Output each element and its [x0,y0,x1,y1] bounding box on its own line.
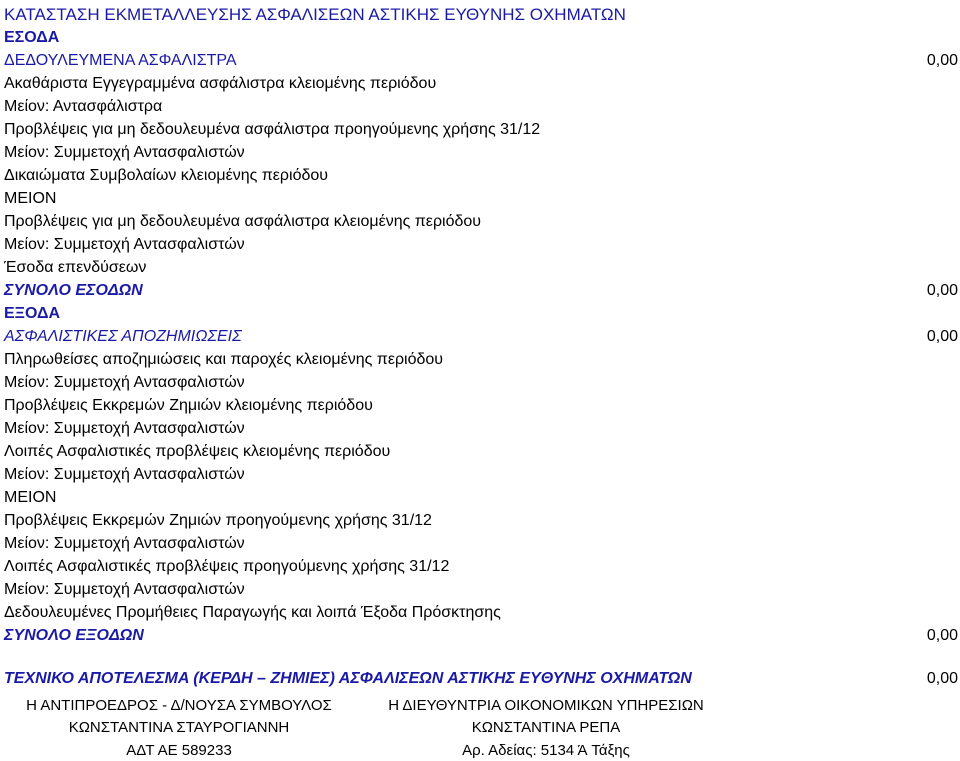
expense-line-label: Μείον: Συμμετοχή Αντασφαλιστών [4,374,245,391]
expense-line-label: ΜΕΙΟΝ [4,489,57,506]
revenue-line-label: Μείον: Συμμετοχή Αντασφαλιστών [4,144,245,161]
claims-row [4,325,958,348]
expense-line-label: Μείον: Συμμετοχή Αντασφαλιστών [4,535,245,552]
expense-line [4,578,958,601]
signatory-name: ΚΩΝΣΤΑΝΤΙΝΑ ΣΤΑΥΡΟΓΙΑΝΝΗ [68,719,290,736]
document-title-row [4,3,958,26]
revenue-line [4,141,958,164]
expense-line [4,601,958,624]
expenses-heading-row [4,302,958,325]
expense-line-label: Μείον: Συμμετοχή Αντασφαλιστών [4,420,245,437]
revenue-line-label: Ακαθάριστα Εγγεγραμμένα ασφάλιστρα κλειομένης περιόδου [4,75,437,92]
signatory-role: Η ΑΝΤΙΠΡΟΕΔΡΟΣ - Δ/ΝΟΥΣΑ ΣΥΜΒΟΥΛΟΣ [26,697,332,714]
expense-line [4,555,958,578]
expense-line-label: Μείον: Συμμετοχή Αντασφαλιστών [4,466,245,483]
claims-label: ΑΣΦΑΛΙΣΤΙΚΕΣ ΑΠΟΖΗΜΙΩΣΕΙΣ [4,328,242,345]
expenses-total-row [4,624,958,647]
revenue-line [4,164,958,187]
expense-line [4,348,958,371]
expense-line-label: Προβλέψεις Εκκρεμών Ζημιών κλειομένης περιόδου [4,397,373,414]
signature-block-left [4,696,354,761]
revenue-line-label: ΜΕΙΟΝ [4,190,57,207]
document-title: ΚΑΤΑΣΤΑΣΗ ΕΚΜΕΤΑΛΛΕΥΣΗΣ ΑΣΦΑΛΙΣΕΩΝ ΑΣΤΙΚΗΣ ΕΥΘΥΝΗΣ ΟΧΗΜΑΤΩΝ [4,5,626,24]
expense-line [4,532,958,555]
claims-value: 0,00 [926,328,958,345]
signatory-id: ΑΔΤ ΑΕ 589233 [126,742,232,759]
earned-premiums-value: 0,00 [926,52,958,69]
expense-line-label: Δεδουλευμένες Προμήθειες Παραγωγής και λοιπά Έξοδα Πρόσκτησης [4,604,501,621]
technical-result-value: 0,00 [926,670,958,687]
expense-line-label: Προβλέψεις Εκκρεμών Ζημιών προηγούμενης χρήσης 31/12 [4,512,432,529]
revenue-line-label: Μείον: Αντασφάλιστρα [4,98,163,115]
revenue-total-label: ΣΥΝΟΛΟ ΕΣΟΔΩΝ [4,282,143,299]
expense-line-label: Μείον: Συμμετοχή Αντασφαλιστών [4,581,245,598]
expense-line [4,417,958,440]
revenue-line [4,187,958,210]
revenue-line-label: Δικαιώματα Συμβολαίων κλειομένης περιόδου [4,167,329,184]
expenses-heading: ΕΞΟΔΑ [4,305,61,322]
expense-line-label: Λοιπές Ασφαλιστικές προβλέψεις κλειομένης περιόδου [4,443,391,460]
expense-line [4,440,958,463]
revenue-total-row [4,279,958,302]
revenue-line [4,256,958,279]
revenue-line [4,72,958,95]
revenue-line-label: Προβλέψεις για μη δεδουλευμένα ασφάλιστρα κλειομένης περιόδου [4,213,482,230]
technical-result-label: ΤΕΧΝΙΚΟ ΑΠΟΤΕΛΕΣΜΑ (ΚΕΡΔΗ – ΖΗΜΙΕΣ) ΑΣΦΑΛΙΣΕΩΝ ΑΣΤΙΚΗΣ ΕΥΘΥΝΗΣ ΟΧΗΜΑΤΩΝ [4,670,692,687]
expense-line [4,394,958,417]
expense-line [4,463,958,486]
expense-line-label: Πληρωθείσες αποζημιώσεις και παροχές κλειομένης περιόδου [4,351,444,368]
earned-premiums-row [4,49,958,72]
technical-result-row [4,667,958,690]
expenses-total-value: 0,00 [926,627,958,644]
signatory-name: ΚΩΝΣΤΑΝΤΙΝΑ ΡΕΠΑ [471,719,621,736]
revenue-line-label: Προβλέψεις για μη δεδουλευμένα ασφάλιστρα προηγούμενης χρήσης 31/12 [4,121,541,138]
revenue-line-label: Έσοδα επενδύσεων [4,259,147,276]
expenses-total-label: ΣΥΝΟΛΟ ΕΞΟΔΩΝ [4,627,144,644]
signatory-id: Αρ. Αδείας: 5134 Ά Τάξης [462,742,630,759]
revenue-line [4,95,958,118]
revenue-line [4,210,958,233]
revenue-line-label: Μείον: Συμμετοχή Αντασφαλιστών [4,236,245,253]
earned-premiums-label: ΔΕΔΟΥΛΕΥΜΕΝΑ ΑΣΦΑΛΙΣΤΡΑ [4,52,237,69]
expense-line [4,509,958,532]
expense-line [4,486,958,509]
revenue-heading-row [4,26,958,49]
expense-line-label: Λοιπές Ασφαλιστικές προβλέψεις προηγούμενης χρήσης 31/12 [4,558,450,575]
revenue-line [4,118,958,141]
revenue-total-value: 0,00 [926,282,958,299]
expense-line [4,371,958,394]
revenue-line [4,233,958,256]
signature-block-right [366,696,726,761]
signatory-role: Η ΔΙΕΥΘΥΝΤΡΙΑ ΟΙΚΟΝΟΜΙΚΩΝ ΥΠΗΡΕΣΙΩΝ [388,697,704,714]
revenue-heading: ΕΣΟΔΑ [4,29,60,46]
